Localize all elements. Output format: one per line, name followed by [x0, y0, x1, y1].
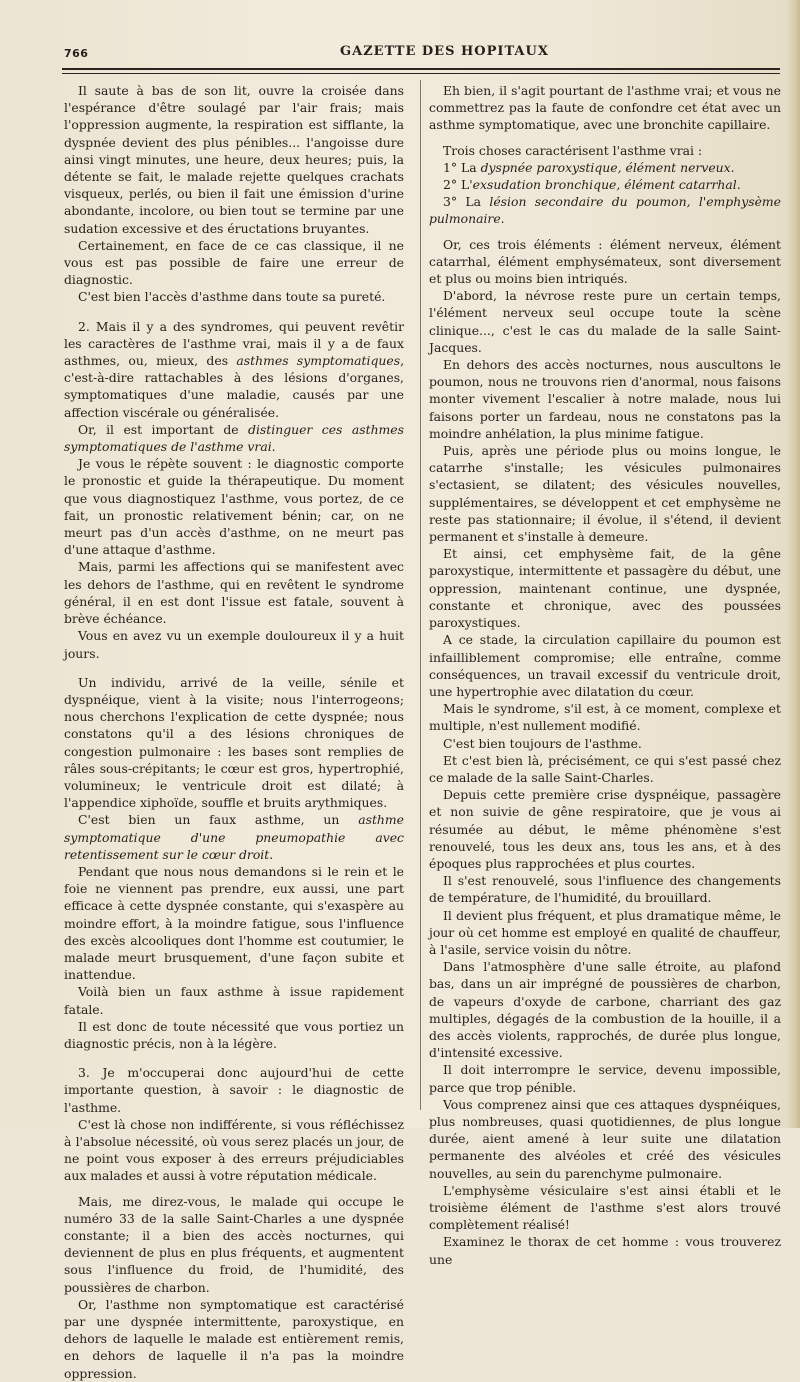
italic-phrase: exsudation bronchique, élément catarrhal: [472, 177, 737, 193]
paragraph: C'est bien l'accès d'asthme dans toute sa pureté.: [78, 289, 386, 305]
paragraph: Or, ces trois éléments : élément nerveux, élément catarrhal, élément emphysémateux, sont diversement et plus ou moins bien intriqués.: [429, 236, 781, 287]
left-column: [64, 82, 404, 1382]
paragraph: Il saute à bas de son lit, ouvre la croisée dans l'espérance d'être soulagé par l'air frais; mais l'oppression augmente, la respiration est sifflante, la dyspnée devient des plus pénibles... l'angoisse dure ainsi vingt minutes, une heure, deux heures; puis, la détente se fait, le malade rejette quelques crachats visqueux, perlés, ou bien il fait une émission d'urine abondante, incolore, ou bien tout se termine par une sudation excessive et des éructations bruyantes.: [64, 83, 404, 236]
paragraph: L'emphysème vésiculaire s'est ainsi établi et le troisième élément de l'asthme s'est alors trouvé complètement réalisé!: [429, 1182, 781, 1233]
paragraph: Un individu, arrivé de la veille, sénile et dyspnéique, vient à la visite; nous l'interrogeons; nous cherchons l'explication de cette dyspnée; nous constatons qu'il a des lésions chroniques de congestion pulmonaire : les bases sont remplies de râles sous-crépitants; le cœur est gros, hypertrophié, volumineux; le ventricule droit est dilaté; à l'appendice xiphoïde, souffle et bruits arythmiques.: [64, 674, 404, 811]
paragraph: A ce stade, la circulation capillaire du poumon est infailliblement compromise; elle entraîne, comme conséquences, un travail excessif du ventricule droit, une hypertrophie avec dilatation du cœur.: [429, 632, 781, 699]
paragraph: Il est donc de toute nécessité que vous portiez un diagnostic précis, non à la légère.: [64, 1018, 404, 1051]
page-number: 766: [64, 47, 89, 60]
paragraph: [429, 159, 781, 176]
paragraph: Depuis cette première crise dyspnéique, passagère et non suivie de gêne respiratoire, que je vous ai résumée au début, le même phénomène s'est renouvelé, tous les deux ans, tous les ans, et à des époques plus rapprochées et plus courtes.: [429, 787, 781, 871]
paragraph-text: .: [271, 439, 276, 455]
journal-title: GAZETTE DES HOPITAUX: [340, 44, 549, 59]
paragraph: D'abord, la névrose reste pure un certain temps, l'élément nerveux seul occupe toute la scène clinique..., c'est le cas du malade de la salle Saint-Jacques.: [429, 288, 781, 355]
paragraph: Mais, me direz-vous, le malade qui occupe le numéro 33 de la salle Saint-Charles a une dyspnée constante; il a bien des accès nocturnes, qui deviennent de plus en plus fréquents, et augmentent sous l'influence du froid, de l'humidité, des poussières de charbon.: [64, 1193, 404, 1295]
paragraph: Voilà bien un faux asthme à issue rapidement fatale.: [64, 984, 404, 1017]
paragraph: Et c'est bien là, précisément, ce qui s'est passé chez ce malade de la salle Saint-Charles.: [429, 752, 781, 785]
paragraph: C'est bien toujours de l'asthme.: [443, 735, 642, 751]
paragraph: C'est là chose non indifférente, si vous réfléchissez à l'absolue nécessité, où vous serez placés un jour, de ne point vous exposer à des erreurs préjudiciables aux malades et aussi à votre réputation médicale.: [64, 1116, 404, 1184]
paragraph-text: Or, il est important de: [78, 421, 249, 437]
paragraph: Il doit interrompre le service, devenu impossible, parce que trop pénible.: [429, 1062, 781, 1095]
paragraph: [429, 193, 781, 227]
paragraph-text: 2° L': [443, 177, 473, 193]
paragraph: [64, 318, 404, 421]
paragraph: Vous comprenez ainsi que ces attaques dyspnéiques, plus nombreuses, quasi quotidiennes, de plus longue durée, aient amené à leur suite une dilatation permanente des alvéoles et créé des vésicules nouvelles, au sein du parenchyme pulmonaire.: [429, 1096, 781, 1181]
paragraph: [429, 176, 781, 193]
italic-phrase: asthmes symptomatiques: [236, 353, 401, 369]
italic-phrase: asthme symptomatique d'une pneumopathie avec retentissement sur le cœur droit: [64, 812, 404, 862]
paragraph: 3. Je m'occuperai donc aujourd'hui de cette importante question, à savoir : le diagnostic de l'asthme.: [64, 1065, 404, 1115]
paragraph-text: 3° La: [443, 194, 490, 210]
page-header: [60, 40, 780, 66]
paragraph: Trois choses caractérisent l'asthme vrai :: [443, 142, 703, 158]
paragraph: Puis, après une période plus ou moins longue, le catarrhe s'installe; les vésicules pulmonaires s'ectasient, se dilatent; des vésicules nouvelles, supplémentaires, se développent et cet emphysème ne reste pas stationnaire; il évolue, il s'étend, il devient permanent et s'installe à demeure.: [429, 443, 781, 545]
paragraph: Eh bien, il s'agit pourtant de l'asthme vrai; et vous ne commettrez pas la faute de confondre cet état avec un asthme symptomatique, avec une bronchite capillaire.: [429, 83, 781, 133]
paragraph: Dans l'atmosphère d'une salle étroite, au plafond bas, dans un air imprégné de poussières de charbon, de vapeurs d'oxyde de carbone, charriant des gaz multiples, dégagés de la combustion de la houille, il a des accès violents, rapprochés, de durée plus longue, d'intensité excessive.: [429, 959, 781, 1061]
paragraph: Mais, parmi les affections qui se manifestent avec les dehors de l'asthme, qui en revêtent le syndrome général, il en est dont l'issue est fatale, souvent à brève échéance.: [64, 559, 404, 627]
paragraph: [64, 421, 404, 455]
paragraph: En dehors des accès nocturnes, nous auscultons le poumon, nous ne trouvons rien d'anormal, nous faisons monter vivement l'escalier à notre malade, nous lui faisons porter un fardeau, nous ne constatons pas la moindre anhélation, la plus minime fatigue.: [429, 357, 781, 441]
paragraph-text: , c'est-à-dire rattachables à des lésions d'organes, symptomatiques d'une maladie, causés par une affection viscérale ou généralisée.: [64, 353, 405, 420]
paragraph: Il devient plus fréquent, et plus dramatique même, le jour où cet homme est employé en qualité de chauffeur, à l'asile, service voisin du nôtre.: [429, 907, 781, 957]
italic-phrase: distinguer ces asthmes symptomatiques de l'asthme vrai: [64, 421, 404, 455]
italic-phrase: lésion secondaire du poumon, l'emphysème pulmonaire: [429, 194, 781, 227]
paragraph: Certainement, en face de ce cas classique, il ne vous est pas possible de faire une erreur de diagnostic.: [64, 237, 404, 288]
paragraph-text: .: [500, 211, 505, 227]
paragraph: Pendant que nous nous demandons si le rein et le foie ne viennent pas prendre, eux aussi, une part efficace à cette dyspnée constante, qui s'exaspère au moindre effort, à la moindre fatigue, sous l'influence des excès alcooliques dont l'homme est coutumier, le malade meurt brusquement, d'une façon subite et inattendue.: [64, 863, 404, 983]
paragraph: Or, l'asthme non symptomatique est caractérisé par une dyspnée intermittente, paroxystique, en dehors de laquelle le malade est entièrement remis, en dehors de laquelle il n'a pas la moindre oppression.: [64, 1296, 404, 1381]
paragraph: Je vous le répète souvent : le diagnostic comporte le pronostic et guide la thérapeutique. Du moment que vous diagnostiquez l'asthme, vous portez, de ce fait, un pronostic relativement bénin; car, on ne meurt pas d'un accès d'asthme, on ne meurt pas d'une attaque d'asthme.: [64, 456, 404, 558]
paragraph: Vous en avez vu un exemple douloureux il y a huit jours.: [64, 628, 404, 661]
paragraph: Il s'est renouvelé, sous l'influence des changements de température, de l'humidité, du brouillard.: [429, 873, 781, 906]
right-column: [429, 82, 781, 1268]
paragraph-text: C'est bien un faux asthme, un: [78, 812, 359, 828]
paragraph: Et ainsi, cet emphysème fait, de la gêne paroxystique, intermittente et passagère du début, une oppression, maintenant continue, une dyspnée, constante et chronique, avec des poussées paroxystiques.: [429, 546, 781, 631]
italic-phrase: dyspnée paroxystique, élément nerveux: [480, 159, 731, 175]
header-rule-thin: [62, 73, 780, 74]
paragraph-text: .: [730, 159, 735, 175]
paragraph: [64, 811, 404, 863]
header-rule: [62, 68, 780, 70]
paragraph-text: 1° La: [443, 159, 481, 175]
paragraph-text: 2. Mais il y a des syndromes, qui peuvent revêtir les caractères de l'asthme vrai, mais il y a de faux asthmes, ou, mieux, des: [64, 318, 404, 369]
paragraph: Examinez le thorax de cet homme : vous trouverez une: [429, 1234, 781, 1267]
paragraph-text: .: [269, 846, 274, 862]
paragraph: Mais le syndrome, s'il est, à ce moment, complexe et multiple, n'est nullement modifié.: [429, 701, 781, 734]
paragraph-text: .: [736, 177, 741, 193]
column-divider: [420, 80, 421, 1110]
page-edge: [786, 0, 800, 1128]
